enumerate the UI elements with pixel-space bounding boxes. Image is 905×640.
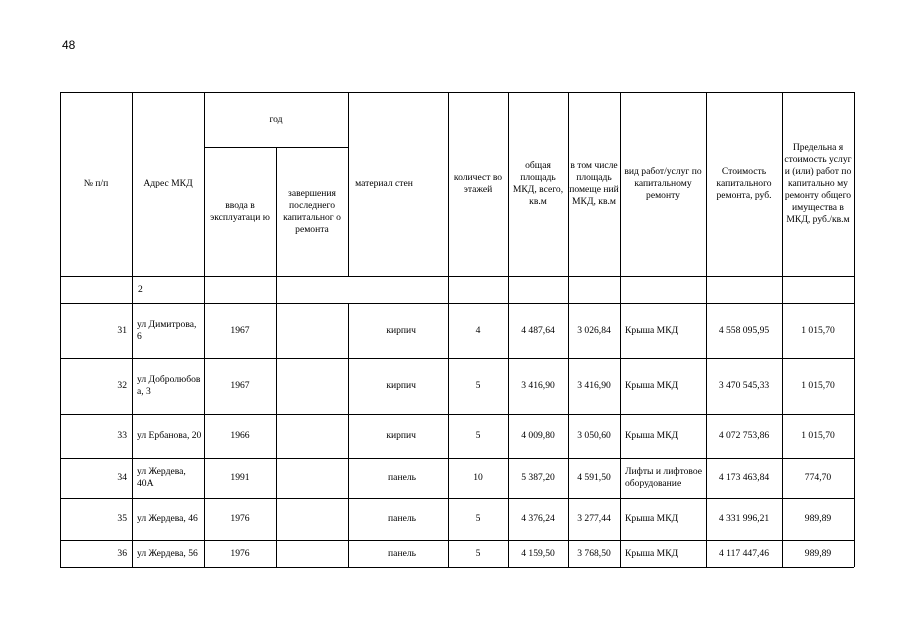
row-num: 36 <box>117 547 127 559</box>
row-max-cost: 989,89 <box>804 513 832 524</box>
row-work: Крыша МКД <box>625 430 679 441</box>
row-repair <box>276 540 348 567</box>
row-floors: 4 <box>475 324 481 336</box>
row-material: кирпич <box>386 430 416 441</box>
header-num: № п/п <box>83 178 109 189</box>
row-area-total: 4 487,64 <box>521 324 555 336</box>
row-year: 1967 <box>230 380 250 391</box>
header-cost: Стоимость капитального ремонта, руб. <box>716 166 772 201</box>
row-address: ул Жердева, 40А <box>137 466 186 489</box>
row-cost: 4 072 753,86 <box>718 430 770 441</box>
row-num: 32 <box>117 380 127 391</box>
row-repair <box>276 303 348 358</box>
row-year: 1976 <box>230 513 250 524</box>
table-rule <box>60 567 854 568</box>
header-year: год <box>269 113 283 125</box>
row-max-cost: 989,89 <box>804 547 832 559</box>
header-year-commission: ввода в эксплуатаци ю <box>210 199 270 223</box>
row-year: 1976 <box>230 547 250 559</box>
row-material: кирпич <box>386 380 416 391</box>
row-max-cost: 1 015,70 <box>801 324 835 336</box>
header-address: Адрес МКД <box>143 178 193 189</box>
row-address: ул Жердева, 46 <box>137 513 198 524</box>
row-area-premises: 3 050,60 <box>577 430 611 441</box>
row-area-total: 3 416,90 <box>521 380 555 391</box>
row-work: Крыша МКД <box>625 547 679 559</box>
row-year: 1966 <box>230 430 250 441</box>
row-area-total: 4 376,24 <box>521 513 555 524</box>
row-address: ул Добролюбов а, 3 <box>137 374 201 397</box>
row-cost: 4 117 447,46 <box>718 547 769 559</box>
row-repair <box>276 358 348 414</box>
row-material: панель <box>388 513 416 524</box>
row-num: 31 <box>117 324 127 336</box>
header-area-total: общая площадь МКД, всего, кв.м <box>512 160 564 207</box>
row-num: 34 <box>117 472 127 483</box>
row-floors: 5 <box>475 380 481 391</box>
row-work: Крыша МКД <box>625 324 679 336</box>
row-year: 1967 <box>230 324 250 336</box>
header-floors: количест во этажей <box>453 172 503 195</box>
row-address: ул Жердева, 56 <box>137 547 198 559</box>
row-material: панель <box>388 472 416 483</box>
row-floors: 10 <box>473 472 483 483</box>
row-num: 35 <box>117 513 127 524</box>
header-year-repair: завершения последнего капитальног о ремонта <box>283 187 341 235</box>
row-repair <box>276 414 348 458</box>
row-work: Крыша МКД <box>625 380 679 391</box>
row-work: Лифты и лифтовое оборудование <box>625 466 703 489</box>
table-rule <box>854 92 855 567</box>
row-address: ул Ербанова, 20 <box>137 430 202 441</box>
row-area-premises: 3 277,44 <box>577 513 611 524</box>
row-area-premises: 3 768,50 <box>577 547 611 559</box>
header-work-type: вид работ/услуг по капитальному ремонту <box>624 166 702 201</box>
row-cost: 4 173 463,84 <box>718 472 770 483</box>
row-area-premises: 3 026,84 <box>577 324 611 336</box>
row-year: 1991 <box>230 472 250 483</box>
row-area-premises: 4 591,50 <box>577 472 611 483</box>
row-floors: 5 <box>475 547 481 559</box>
row-area-total: 5 387,20 <box>521 472 555 483</box>
row-area-total: 4 009,80 <box>521 430 555 441</box>
row-cost: 3 470 545,33 <box>718 380 770 391</box>
row-max-cost: 1 015,70 <box>801 380 835 391</box>
header-wall-material: материал стен <box>355 178 413 189</box>
row-address: ул Димитрова, 6 <box>137 318 197 342</box>
page-number: 48 <box>62 38 76 52</box>
row-repair <box>276 498 348 540</box>
header-area-premises: в том числе площадь помеще ний МКД, кв.м <box>569 160 619 207</box>
row-area-total: 4 159,50 <box>521 547 555 559</box>
row-floors: 5 <box>475 430 481 441</box>
row-max-cost: 774,70 <box>804 472 832 483</box>
row-repair <box>276 458 348 498</box>
row-cost: 4 558 095,95 <box>718 324 770 336</box>
row-num: 33 <box>117 430 127 441</box>
row-work: Крыша МКД <box>625 513 679 524</box>
row-material: кирпич <box>386 324 416 336</box>
row-area-premises: 3 416,90 <box>577 380 611 391</box>
header-max-cost: Предельна я стоимость услуг и (или) работ по капитально му ремонту общего имущества в МКД, руб./кв.м <box>784 142 852 225</box>
row-floors: 5 <box>475 513 481 524</box>
row-cost: 4 331 996,21 <box>718 513 770 524</box>
row-material: панель <box>388 547 416 559</box>
index-row-address: 2 <box>138 283 143 295</box>
row-max-cost: 1 015,70 <box>801 430 835 441</box>
